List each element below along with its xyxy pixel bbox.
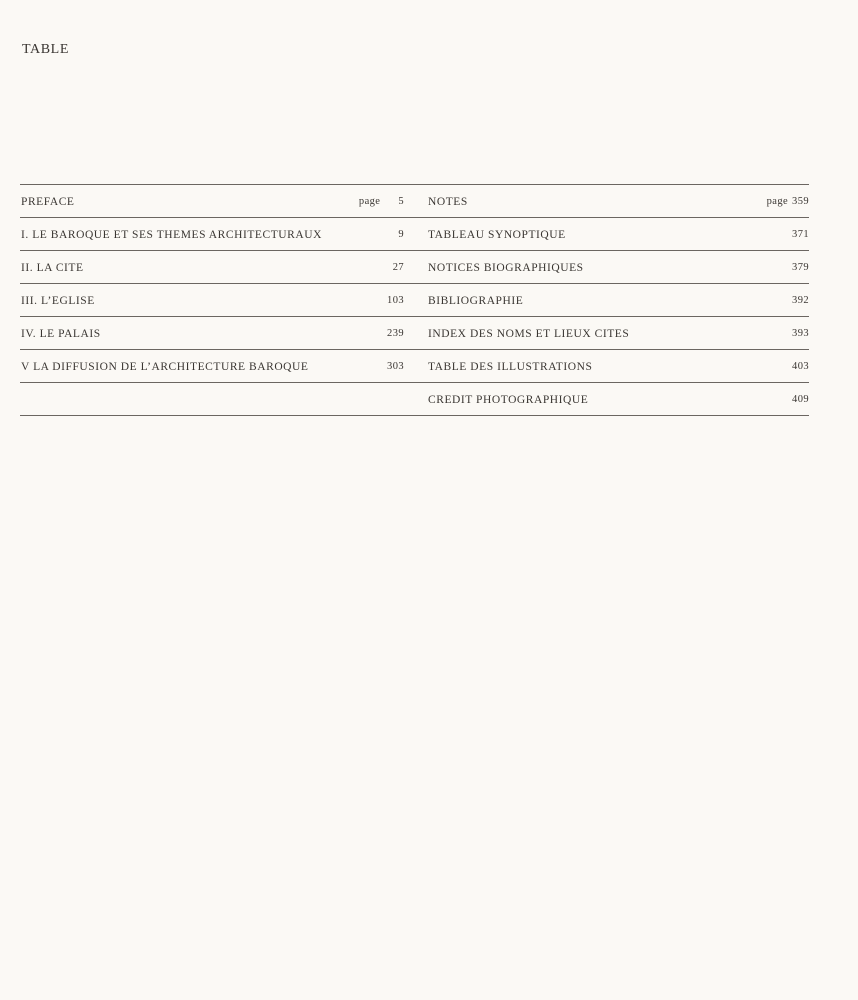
toc-entry-index[interactable] — [428, 324, 809, 344]
toc-entry-table-des-illustrations[interactable] — [428, 357, 809, 377]
toc-entry-page: 103 — [387, 295, 404, 306]
toc-entry-page: 379 — [792, 262, 809, 273]
toc-entry-chapter-5[interactable] — [21, 357, 404, 377]
toc-entry-page: 239 — [387, 328, 404, 339]
divider — [20, 349, 809, 350]
toc-entry-page: 27 — [392, 262, 404, 273]
toc-entry-title: TABLE DES ILLUSTRATIONS — [428, 361, 593, 373]
toc-entry-title: NOTICES BIOGRAPHIQUES — [428, 262, 584, 274]
toc-entry-page: 371 — [792, 229, 809, 240]
toc-entry-page: 392 — [792, 295, 809, 306]
divider — [20, 250, 809, 251]
page-label: page — [358, 196, 381, 207]
toc-entry-title: I. LE BAROQUE ET SES THEMES ARCHITECTURAUX — [21, 229, 322, 241]
toc-entry-page: 409 — [792, 394, 809, 405]
toc-entry-title: III. L’EGLISE — [21, 295, 95, 307]
page-heading: TABLE — [22, 42, 69, 57]
page-number: 5 — [398, 196, 404, 207]
page-label: page — [766, 196, 789, 207]
toc-entry-notices-biographiques[interactable] — [428, 258, 809, 278]
toc-entry-bibliographie[interactable] — [428, 291, 809, 311]
toc-entry-preface[interactable] — [21, 192, 404, 212]
toc-entry-page: 9 — [398, 229, 404, 240]
toc-entry-notes[interactable] — [428, 192, 809, 212]
divider — [20, 217, 809, 218]
divider — [20, 283, 809, 284]
toc-entry-tableau-synoptique[interactable] — [428, 225, 809, 245]
toc-entry-page: 393 — [792, 328, 809, 339]
divider — [20, 415, 809, 416]
toc-entry-chapter-2[interactable] — [21, 258, 404, 278]
toc-entry-chapter-4[interactable] — [21, 324, 404, 344]
toc-entry-title: BIBLIOGRAPHIE — [428, 295, 524, 307]
toc-entry-title: PREFACE — [21, 196, 75, 208]
toc-entry-title: II. LA CITE — [21, 262, 84, 274]
toc-entry-page — [359, 192, 404, 212]
toc-entry-title: INDEX DES NOMS ET LIEUX CITES — [428, 328, 630, 340]
divider — [20, 184, 809, 185]
toc-entry-title: NOTES — [428, 196, 468, 208]
toc-entry-credit-photographique[interactable] — [428, 390, 809, 410]
divider — [20, 316, 809, 317]
toc-entry-page: 403 — [792, 361, 809, 372]
page-number: 359 — [792, 196, 809, 207]
toc-entry-title: TABLEAU SYNOPTIQUE — [428, 229, 566, 241]
toc-entry-title: CREDIT PHOTOGRAPHIQUE — [428, 394, 589, 406]
toc-entry-chapter-1[interactable] — [21, 225, 404, 245]
divider — [20, 382, 809, 383]
toc-entry-page: 303 — [387, 361, 404, 372]
toc-entry-title: IV. LE PALAIS — [21, 328, 101, 340]
toc-entry-page — [767, 192, 809, 212]
toc-entry-title: V LA DIFFUSION DE L’ARCHITECTURE BAROQUE — [21, 361, 309, 373]
toc-entry-chapter-3[interactable] — [21, 291, 404, 311]
